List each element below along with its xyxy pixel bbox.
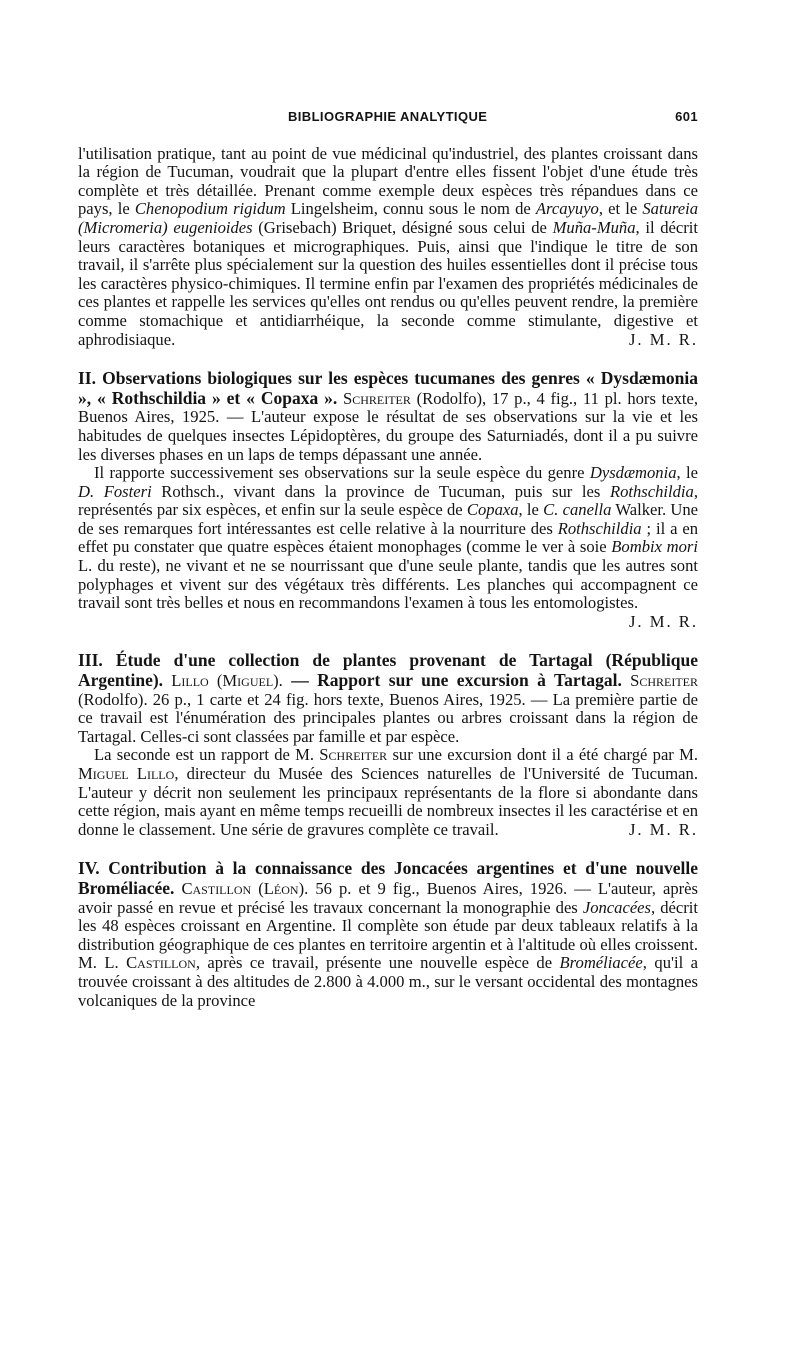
entry-iv (78, 859, 698, 1010)
header-title: BIBLIOGRAPHIE ANALYTIQUE (288, 109, 488, 124)
signature: J. M. R. (628, 819, 698, 839)
entry-ii-body: Il rapporte successivement ses observations sur la seule espèce du genre Dysdæmonia, le D. Fosteri Rothsch., vivant dans la province de Tucuman, puis sur les Rothschildia, représentés par six espèces, et enfin sur la seule espèce de Copaxa, le C. canella Walker. Une de ses remarques fort intéressantes est celle relative à la nourriture des Rothschildia ; il a en effet pu constater que quatre espèces étaient monophages (comme le ver à soie Bombix mori L. du reste), ne vivant et ne se nourrissant que d'une seule plante, tandis que les autres sont polyphages et vivent sur des végétaux très différents. Les planches qui accompagnent ce travail sont très belles et nous en recommandons l'examen à tous les entomologistes. J. M. R. (78, 463, 699, 631)
entry-ii-heading: II. Observations biologiques sur les espèces tucumanes des genres « Dysdæmonia », « Rothschildia » et « Copaxa ». Schreiter (Rodolfo), 17 p., 4 fig., 11 pl. hors texte, Buenos Aires, 1925. — L'auteur expose le résultat de ses observations sur la vie et les habitudes de quelques insectes Lépidoptères, du groupe des Saturniadés, dont il a pu suivre les diverses phases en un laps de temps dépassant une année. (78, 368, 698, 464)
running-header (78, 108, 698, 127)
signature: J. M. R. (628, 611, 698, 631)
entry-ii (78, 369, 698, 631)
intro-paragraph: l'utilisation pratique, tant au point de vue médicinal qu'industriel, des plantes croissant dans la région de Tucuman, voudrait que la plupart d'entre elles fissent l'objet d'une étude très complète et très détaillée. Prenant comme exemple deux espèces très répandues dans ce pays, le Chenopodium rigidum Lingelsheim, connu sous le nom de Arcayuyo, et le Satureia (Micromeria) eugenioides (Grisebach) Briquet, désigné sous celui de Muña-Muña, il décrit leurs caractères botaniques et micrographiques. Puis, ainsi que l'indique le titre de son travail, il s'arrête plus spécialement sur la question des huiles essentielles dont il précise tous les caractères physico-chimiques. Il termine enfin par l'examen des propriétés médicinales de ces plantes et rappelle les services qu'elles ont rendus ou qu'elles peuvent rendre, la première comme stomachique et antidiarrhéique, la seconde comme stimulante, digestive et aphrodisiaque. J. M. R. (78, 143, 698, 349)
entry-title: III. Étude d'une collection de plantes provenant de Tartagal (République Argentine). (78, 650, 698, 691)
page (78, 108, 698, 1010)
entry-title: II. Observations biologiques sur les espèces tucumanes des genres « Dysdæmonia », « Rothschildia » et « Copaxa ». (78, 368, 698, 408)
entry-title: IV. Contribution à la connaissance des Joncacées argentines et d'une nouvelle Broméliacée. (78, 858, 698, 898)
entry-iii (78, 651, 698, 839)
signature: J. M. R. (628, 329, 698, 349)
entry-iii-body: La seconde est un rapport de M. Schreiter sur une excursion dont il a été chargé par M. Miguel Lillo, directeur du Musée des Sciences naturelles de l'Université de Tucuman. L'auteur y décrit non seulement les principaux représentants de la flore si abondante dans cette région, mais ayant en même temps recueilli de nombreux insectes il les caractérise et en donne le classement. Une série de gravures complète ce travail. J. M. R. (78, 745, 699, 839)
entry-iii-heading: III. Étude d'une collection de plantes provenant de Tartagal (République Argentine). Lillo (Miguel). — Rapport sur une excursion à Tartagal. Schreiter (Rodolfo). 26 p., 1 carte et 24 fig. hors texte, Buenos Aires, 1925. — La première partie de ce travail est l'énumération des principales plantes ou arbres croissant dans la région de Tartagal. Celles-ci sont classées par famille et par espèce. (78, 650, 698, 746)
entry-iv-body: IV. Contribution à la connaissance des Joncacées argentines et d'une nouvelle Broméliacée. Castillon (Léon). 56 p. et 9 fig., Buenos Aires, 1926. — L'auteur, après avoir passé en revue et précisé les travaux concernant la monographie des Joncacées, décrit les 48 espèces croissant en Argentine. Il complète son étude par deux tableaux relatifs à la distribution géographique de ces plantes en territoire argentin et à l'altitude où elles croissent. M. L. Castillon, après ce travail, présente une nouvelle espèce de Broméliacée, qu'il a trouvée croissant à des altitudes de 2.800 à 4.000 m., sur le versant occidental des montagnes volcaniques de la province (78, 858, 699, 1010)
page-number: 601 (675, 109, 698, 124)
